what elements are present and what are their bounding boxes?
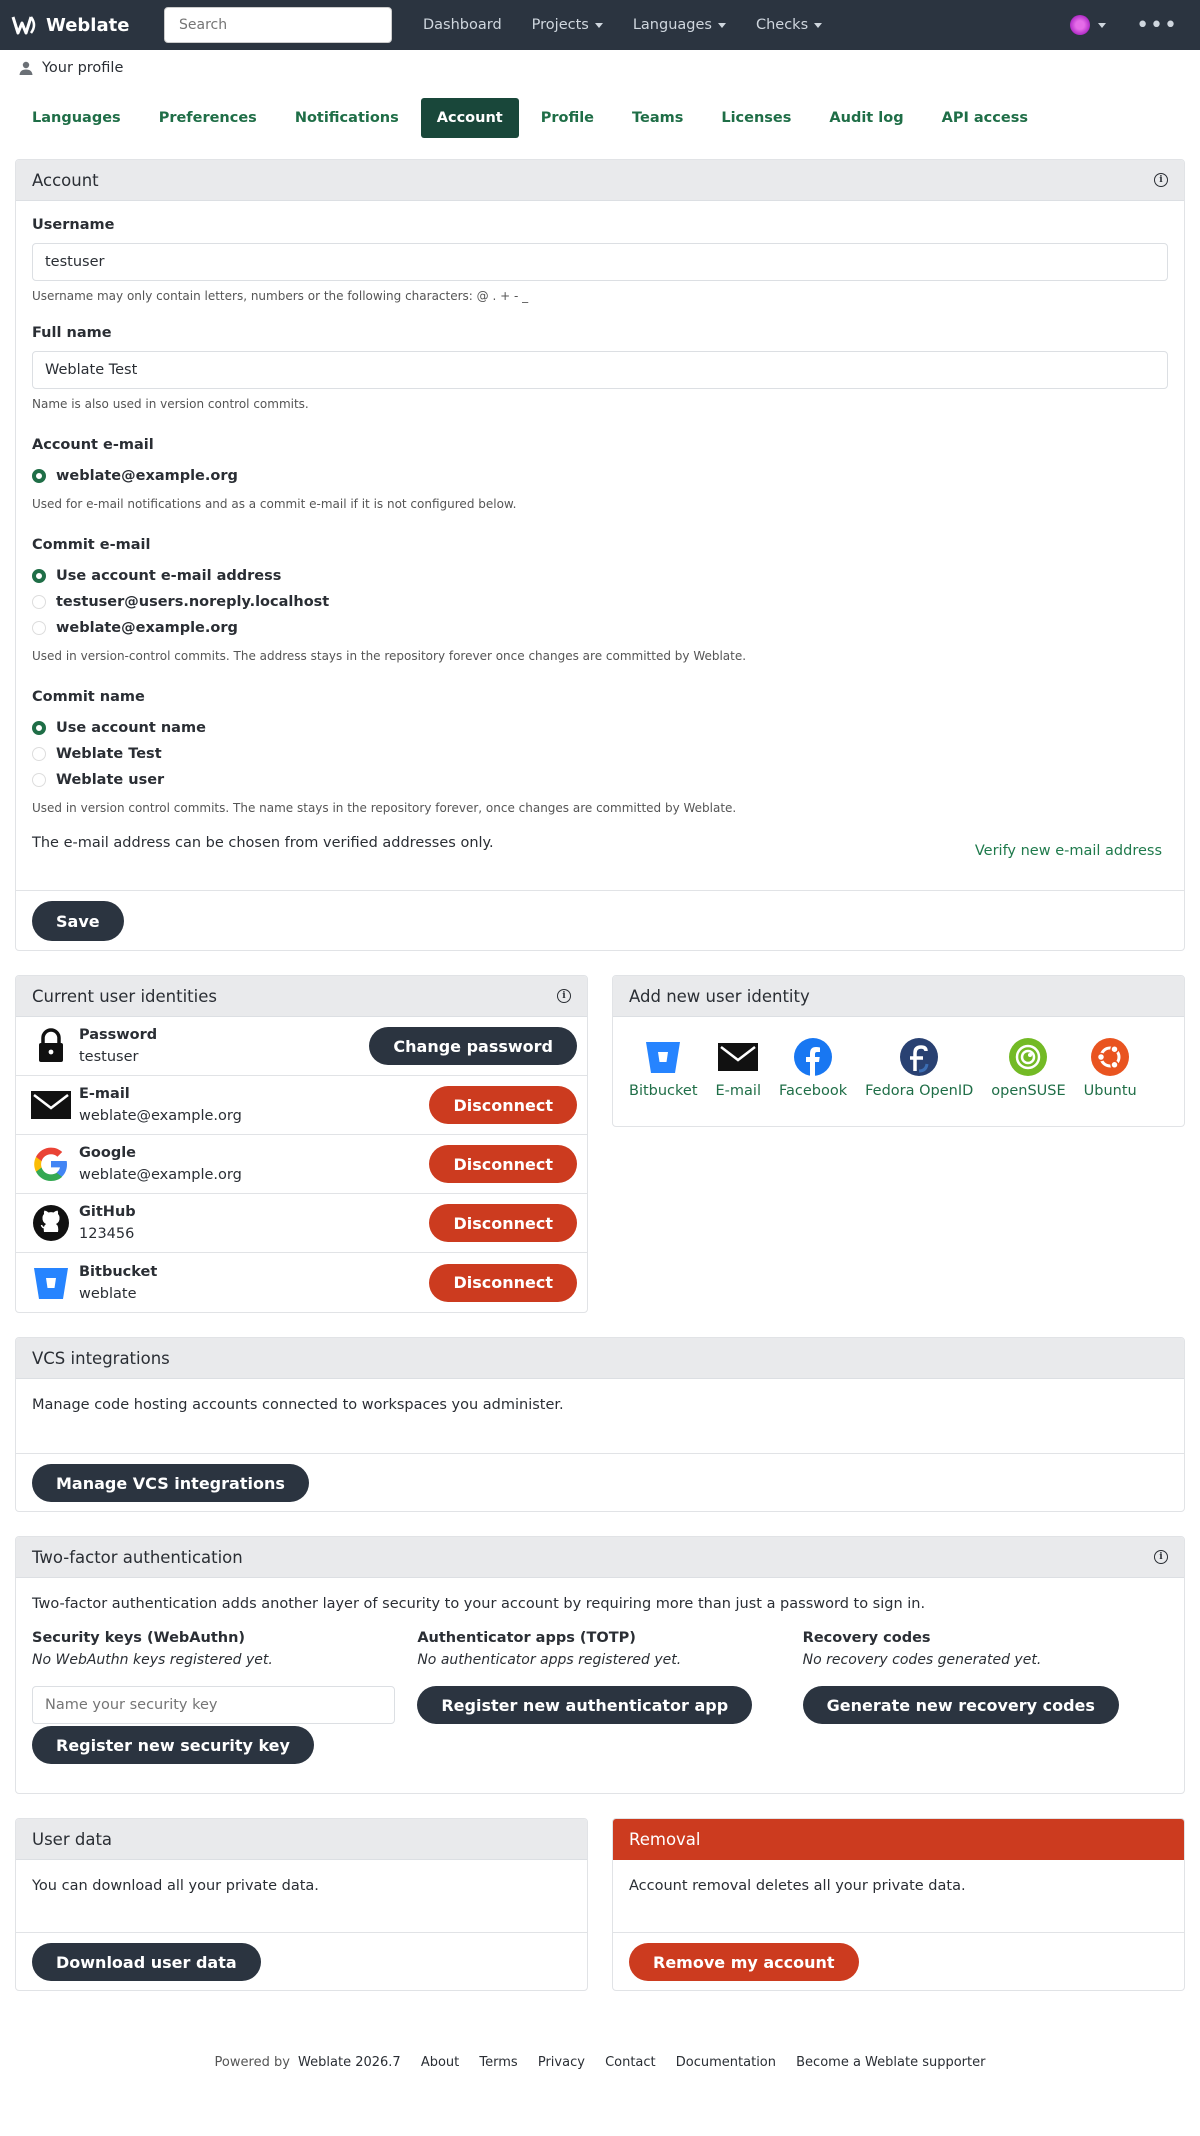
panel-title: User data <box>32 1829 113 1849</box>
username-field[interactable]: testuser <box>32 243 1168 281</box>
tab-audit-log[interactable]: Audit log <box>829 110 904 126</box>
commit-name-option[interactable] <box>32 767 1168 793</box>
commit-name-option[interactable] <box>32 741 1168 767</box>
footer-link-supporter[interactable]: Become a Weblate supporter <box>796 2055 986 2070</box>
opensuse-icon <box>1008 1037 1048 1077</box>
radio[interactable] <box>32 595 46 609</box>
add-identity-label: Ubuntu <box>1083 1083 1137 1099</box>
panel-title: Current user identities <box>32 986 217 1006</box>
chevron-down-icon <box>595 23 603 28</box>
email-option[interactable] <box>32 463 1168 489</box>
user-icon <box>18 60 34 76</box>
add-email[interactable] <box>716 1037 761 1099</box>
commit-name-option-label: Weblate user <box>56 772 165 788</box>
google-icon <box>31 1144 71 1184</box>
footer-link-documentation[interactable]: Documentation <box>675 2055 776 2070</box>
email-icon <box>31 1085 71 1125</box>
bitbucket-icon <box>31 1263 71 1303</box>
add-fedora[interactable] <box>865 1037 973 1099</box>
footer-link-about[interactable]: About <box>420 2055 460 2070</box>
add-ubuntu[interactable] <box>1084 1037 1137 1099</box>
commit-name-help: Used in version control commits. The name stays in the repository forever, once changes are committed by Weblate. <box>32 801 737 815</box>
search-input[interactable] <box>164 7 392 43</box>
username-label: Username <box>32 217 115 233</box>
profile-tabs <box>0 98 16 138</box>
verified-note: The e-mail address can be chosen from verified addresses only. <box>32 835 494 851</box>
disconnect-button[interactable]: Disconnect <box>429 1264 577 1302</box>
account-email-label: Account e-mail <box>32 437 154 453</box>
lock-icon <box>31 1026 71 1066</box>
add-identity-panel-header <box>613 976 1184 1017</box>
page-footer <box>0 2055 1200 2070</box>
email-help: Used for e-mail notifications and as a commit e-mail if it is not configured below. <box>32 497 517 511</box>
radio[interactable] <box>32 773 46 787</box>
weblate-logo-icon <box>10 13 38 37</box>
radio-selected[interactable] <box>32 469 46 483</box>
register-authenticator-button[interactable]: Register new authenticator app <box>417 1686 752 1724</box>
tab-profile[interactable]: Profile <box>540 110 595 126</box>
identity-value: weblate <box>79 1285 137 1302</box>
email-icon <box>718 1037 758 1077</box>
add-identity-label: Facebook <box>778 1083 848 1099</box>
identity-name: E-mail <box>79 1086 130 1102</box>
commit-name-option-label: Use account name <box>56 720 206 736</box>
security-key-name-input[interactable] <box>32 1686 395 1724</box>
bitbucket-icon <box>643 1037 683 1077</box>
tab-licenses[interactable]: Licenses <box>721 110 792 126</box>
add-identity-label: E-mail <box>715 1083 761 1099</box>
account-panel-header <box>16 160 1184 201</box>
facebook-icon <box>793 1037 833 1077</box>
more-menu-icon[interactable]: ••• <box>1136 12 1178 38</box>
add-facebook[interactable] <box>779 1037 847 1099</box>
radio-selected[interactable] <box>32 721 46 735</box>
info-icon[interactable]: i <box>1154 1550 1168 1564</box>
panel-title: VCS integrations <box>32 1348 170 1368</box>
identity-name: Bitbucket <box>79 1263 158 1280</box>
commit-email-option-label: weblate@example.org <box>56 620 238 636</box>
commit-name-label: Commit name <box>32 689 145 705</box>
radio-selected[interactable] <box>32 569 46 583</box>
webauthn-label: Security keys (WebAuthn) <box>32 1630 246 1646</box>
tab-account[interactable]: Account <box>421 98 519 138</box>
radio[interactable] <box>32 621 46 635</box>
commit-name-option-label: Weblate Test <box>56 746 162 762</box>
twofa-panel <box>15 1536 1185 1794</box>
add-bitbucket[interactable] <box>629 1037 698 1099</box>
profile-tabs-row <box>16 98 1044 138</box>
recovery-label: Recovery codes <box>802 1630 931 1646</box>
chevron-down-icon <box>1098 23 1106 28</box>
userdata-panel-header <box>16 1819 587 1860</box>
nav-checks[interactable] <box>741 17 837 33</box>
brand-name: Weblate <box>46 14 130 36</box>
account-panel <box>15 159 1185 951</box>
totp-label: Authenticator apps (TOTP) <box>417 1630 636 1646</box>
ubuntu-icon <box>1090 1037 1130 1077</box>
add-identity-panel <box>612 975 1185 1127</box>
removal-panel <box>612 1818 1185 1991</box>
totp-empty: No authenticator apps registered yet. <box>417 1652 682 1668</box>
commit-email-option[interactable] <box>32 589 1168 615</box>
footer-link-privacy[interactable]: Privacy <box>537 2055 585 2070</box>
weblate-version-link[interactable]: Weblate 2026.7 <box>298 2055 401 2070</box>
nav-projects[interactable] <box>517 17 618 33</box>
commit-email-label: Commit e-mail <box>32 537 151 553</box>
recovery-empty: No recovery codes generated yet. <box>802 1652 1042 1668</box>
twofa-text: Two-factor authentication adds another layer of security to your account by requiring more than just a password to sign in. <box>32 1596 926 1612</box>
webauthn-empty: No WebAuthn keys registered yet. <box>32 1652 273 1668</box>
tab-teams[interactable]: Teams <box>632 110 684 126</box>
panel-title: Removal <box>629 1830 701 1849</box>
identity-row <box>16 1194 587 1253</box>
identity-value: testuser <box>79 1049 139 1065</box>
fullname-field[interactable]: Weblate Test <box>32 351 1168 389</box>
userdata-panel <box>15 1818 588 1991</box>
tab-languages[interactable]: Languages <box>32 110 121 126</box>
add-identity-label: Fedora OpenID <box>865 1083 974 1099</box>
nav-languages[interactable] <box>618 17 741 33</box>
footer-link-contact[interactable]: Contact <box>605 2055 656 2070</box>
chevron-down-icon <box>718 23 726 28</box>
identity-value: 123456 <box>79 1226 135 1242</box>
vcs-panel <box>15 1337 1185 1512</box>
panel-title: Two-factor authentication <box>32 1547 243 1567</box>
user-menu[interactable] <box>1070 15 1106 35</box>
tab-notifications[interactable]: Notifications <box>294 110 399 126</box>
identities-panel-header <box>16 976 587 1017</box>
info-icon[interactable]: i <box>1154 173 1168 187</box>
nav-dashboard[interactable] <box>408 17 517 33</box>
username-help: Username may only contain letters, numbers or the following characters: @ . + - _ <box>32 289 529 303</box>
tab-api-access[interactable]: API access <box>941 110 1028 126</box>
brand[interactable] <box>10 13 150 37</box>
radio[interactable] <box>32 747 46 761</box>
identity-value: weblate@example.org <box>79 1108 242 1124</box>
top-navbar <box>0 0 1200 50</box>
identity-name: Password <box>79 1027 158 1043</box>
identities-panel <box>15 975 588 1313</box>
identity-row <box>16 1135 587 1194</box>
disconnect-button[interactable]: Disconnect <box>429 1204 577 1242</box>
commit-email-option-label: Use account e-mail address <box>56 568 282 584</box>
chevron-down-icon <box>814 23 822 28</box>
github-icon <box>31 1203 71 1243</box>
commit-name-option[interactable] <box>32 715 1168 741</box>
commit-email-option-label: testuser@users.noreply.localhost <box>56 594 330 610</box>
info-icon[interactable]: i <box>557 989 571 1003</box>
commit-email-help: Used in version-control commits. The address stays in the repository forever once changes are committed by Weblate. <box>32 649 747 663</box>
generate-recovery-codes-button[interactable]: Generate new recovery codes <box>803 1686 1119 1724</box>
add-identity-label: openSUSE <box>991 1083 1066 1099</box>
identity-name: Google <box>79 1145 137 1161</box>
add-identity-label: Bitbucket <box>629 1083 698 1099</box>
add-opensuse[interactable] <box>991 1037 1065 1099</box>
identity-name: GitHub <box>79 1204 136 1220</box>
twofa-panel-header <box>16 1537 1184 1578</box>
vcs-panel-header <box>16 1338 1184 1379</box>
fullname-label: Full name <box>32 325 112 341</box>
footer-link-terms[interactable]: Terms <box>479 2055 518 2070</box>
register-security-key-button[interactable]: Register new security key <box>32 1726 314 1764</box>
powered-by-label: Powered by <box>214 2055 290 2070</box>
commit-email-option[interactable] <box>32 615 1168 641</box>
save-button[interactable]: Save <box>32 901 124 941</box>
nav-projects-label: Projects <box>531 17 589 33</box>
disconnect-button[interactable]: Disconnect <box>429 1086 577 1124</box>
fullname-help: Name is also used in version control commits. <box>32 397 309 411</box>
avatar <box>1070 15 1090 35</box>
userdata-text: You can download all your private data. <box>32 1878 319 1894</box>
panel-title: Account <box>32 170 99 190</box>
remove-account-button[interactable]: Remove my account <box>629 1943 859 1981</box>
identity-row <box>16 1017 587 1076</box>
vcs-text: Manage code hosting accounts connected to workspaces you administer. <box>32 1397 564 1413</box>
verify-email-link[interactable]: Verify new e-mail address <box>974 843 1162 859</box>
nav-checks-label: Checks <box>755 17 809 33</box>
tab-preferences[interactable]: Preferences <box>158 110 257 126</box>
download-user-data-button[interactable]: Download user data <box>32 1943 261 1981</box>
nav-dashboard-label: Dashboard <box>423 17 502 33</box>
panel-title: Add new user identity <box>629 986 810 1006</box>
email-option-label: weblate@example.org <box>56 468 238 484</box>
breadcrumb <box>0 50 1200 86</box>
fedora-icon <box>899 1037 939 1077</box>
identity-row <box>16 1076 587 1135</box>
manage-vcs-button[interactable]: Manage VCS integrations <box>32 1464 309 1502</box>
identity-value: weblate@example.org <box>79 1167 242 1183</box>
removal-text: Account removal deletes all your private data. <box>629 1878 966 1894</box>
removal-panel-header <box>613 1819 1184 1860</box>
disconnect-button[interactable]: Disconnect <box>429 1145 577 1183</box>
commit-email-option[interactable] <box>32 563 1168 589</box>
breadcrumb-label: Your profile <box>42 60 124 76</box>
identity-row <box>16 1253 587 1312</box>
nav-languages-label: Languages <box>632 17 712 33</box>
change-password-button[interactable]: Change password <box>369 1027 577 1065</box>
